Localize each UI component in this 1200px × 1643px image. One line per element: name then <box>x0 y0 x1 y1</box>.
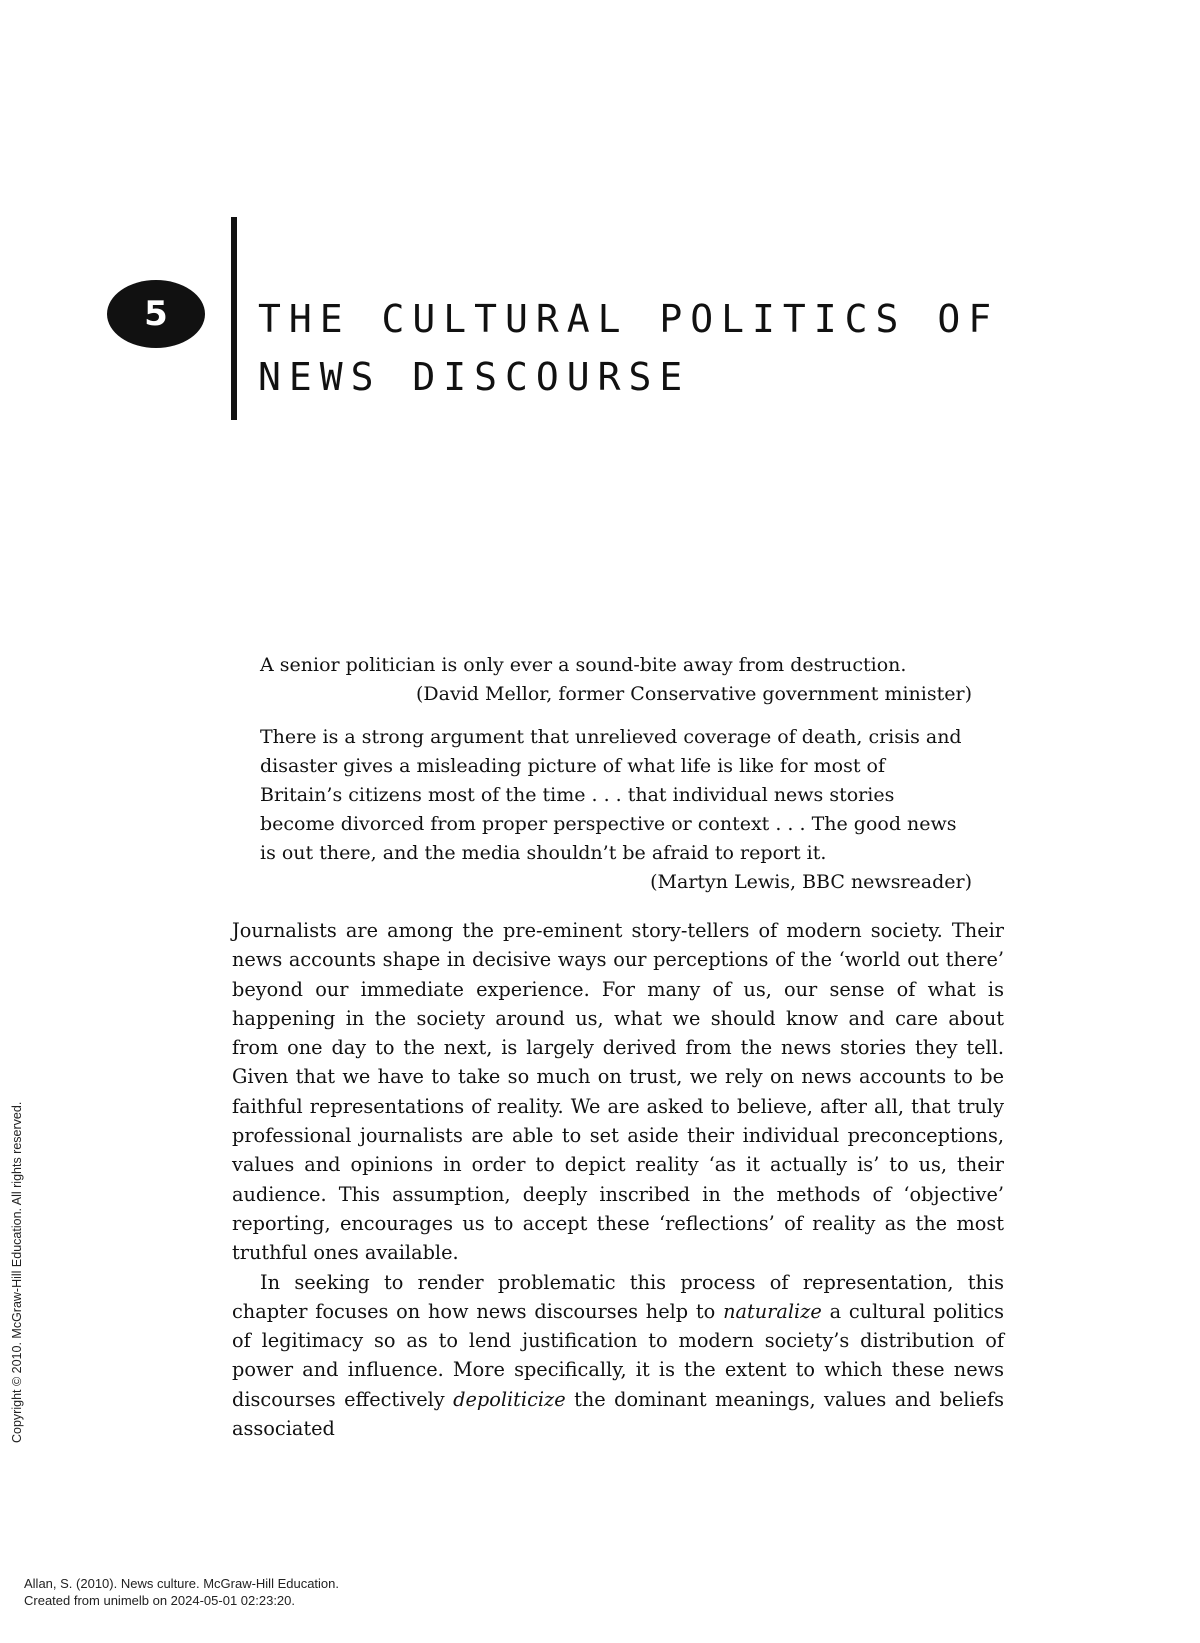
paragraph-text: a cultural politics of legitimacy so as to lend justification to modern society’s distribution of power and influence. More specifically, it is the extent to which these news discourses effectively <box>232 1299 1005 1411</box>
chapter-number-badge <box>107 280 205 348</box>
epigraph-2 <box>260 723 972 897</box>
epigraph-text: There is a strong argument that unrelieved coverage of death, crisis and disaster gives a misleading picture of what life is like for most of Britain’s citizens most of the time . . . that individual news stories become divorced from proper perspective or context . . . The good news is out there, and the media shouldn’t be afraid to report it. <box>260 726 962 864</box>
title-divider <box>231 217 237 420</box>
citation-footer <box>24 1575 339 1609</box>
chapter-title-line-2: NEWS DISCOURSE <box>258 355 691 399</box>
emphasis-naturalize: naturalize <box>723 1299 822 1323</box>
citation-line-2: Created from unimelb on 2024-05-01 02:23:20. <box>24 1593 296 1608</box>
body-paragraph-1: Journalists are among the pre-eminent story-tellers of modern society. Their news accounts shape in decisive ways our perceptions of the ‘world out there’ beyond our immediate experience. For many of us, our sense of what is happening in the society around us, what we should know and care about from one day to the next, is largely derived from the news stories they tell. Given that we have to take so much on trust, we rely on news accounts to be faithful representations of reality. We are asked to believe, after all, that truly professional journalists are able to set aside their individual preconceptions, values and opinions in order to depict reality ‘as it actually is’ to us, their audience. This assumption, deeply inscribed in the methods of ‘objective’ reporting, encourages us to accept these ‘reflections’ of reality as the most truthful ones available. <box>232 919 1004 1265</box>
paragraph-text: In seeking to render problematic this process of representation, this chapter focuses on how news discourses help to <box>232 1270 1004 1323</box>
citation-line-1: Allan, S. (2010). News culture. McGraw-Hill Education. <box>24 1576 340 1591</box>
chapter-title <box>258 290 999 406</box>
chapter-number: 5 <box>144 294 168 334</box>
body-paragraph-2 <box>232 1268 1004 1444</box>
paragraph-text: the dominant meanings, values and beliefs associated <box>232 1387 1005 1441</box>
epigraph-1 <box>260 651 972 709</box>
body-text <box>232 916 1004 1443</box>
emphasis-depoliticize: depoliticize <box>453 1387 566 1411</box>
epigraph-attribution: (David Mellor, former Conservative government minister) <box>416 683 972 705</box>
chapter-title-line-1: THE CULTURAL POLITICS OF <box>258 297 1000 341</box>
epigraph-attribution: (Martyn Lewis, BBC newsreader) <box>650 871 972 893</box>
copyright-note: Copyright © 2010. McGraw-Hill Education. All rights reserved. <box>10 1101 24 1443</box>
epigraph-text: A senior politician is only ever a sound-bite away from destruction. <box>260 654 907 676</box>
